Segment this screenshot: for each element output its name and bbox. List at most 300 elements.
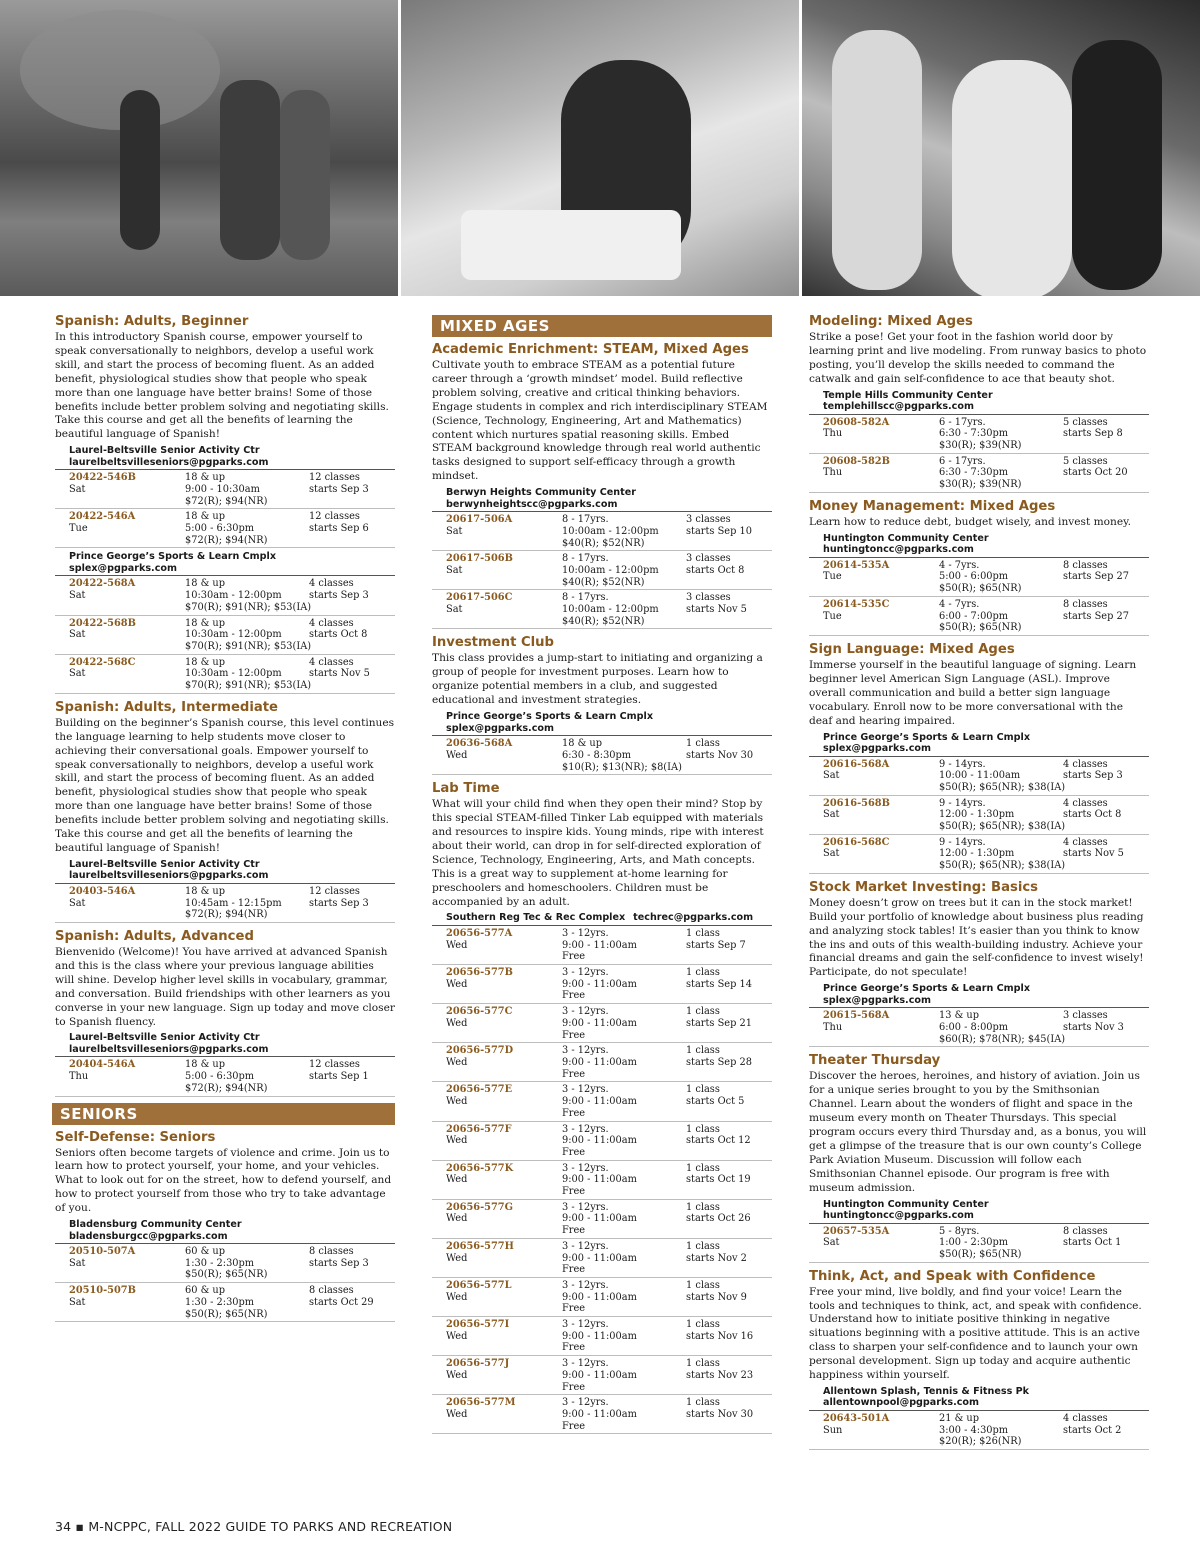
session-fee: Free — [562, 1303, 586, 1315]
session-count: 4 classes — [1063, 836, 1108, 848]
session-row — [432, 1004, 772, 1043]
session-fee: Free — [562, 1264, 586, 1276]
location-email[interactable]: splex@pgparks.com — [823, 743, 931, 754]
session-start: starts Oct 29 — [309, 1296, 374, 1308]
session-count: 1 class — [686, 1240, 720, 1252]
left-column — [55, 314, 395, 1322]
session-day: Wed — [446, 1213, 468, 1225]
session-fee: $50(R); $65(NR); $38(IA) — [939, 781, 1066, 793]
session-row — [809, 796, 1149, 835]
photo-children-dancing — [802, 0, 1200, 296]
location-header — [809, 390, 1149, 415]
session-code: 20656-577A — [446, 927, 513, 939]
location-name: Bladensburg Community Center — [69, 1219, 242, 1231]
session-day: Sat — [69, 629, 86, 641]
session-code: 20510-507B — [69, 1285, 136, 1297]
session-start: starts Nov 2 — [686, 1252, 747, 1264]
session-fee: $50(R); $65(NR); $38(IA) — [939, 821, 1066, 833]
session-fee: $50(R); $65(NR) — [939, 1248, 1022, 1260]
course-title: Theater Thursday — [809, 1053, 941, 1069]
session-time: 9:00 - 11:00am — [562, 1369, 637, 1381]
session-fee: $40(R); $52(NR) — [562, 576, 645, 588]
course-title: Sign Language: Mixed Ages — [809, 641, 1015, 657]
session-time: 10:30am - 12:00pm — [185, 668, 282, 680]
location-header — [55, 1032, 395, 1057]
session-count: 1 class — [686, 927, 720, 939]
session-row — [809, 1411, 1149, 1450]
session-day: Sat — [446, 525, 463, 537]
session-code: 20608-582A — [823, 416, 890, 428]
session-row — [432, 736, 772, 775]
location-name: Prince George’s Sports & Learn Cmplx — [823, 731, 1031, 743]
session-row — [432, 551, 772, 590]
location-header — [432, 711, 772, 736]
session-time: 9:00 - 11:00am — [562, 1252, 637, 1264]
session-count: 4 classes — [309, 617, 354, 629]
location-name: Prince George’s Sports & Learn Cmplx — [69, 551, 277, 563]
session-count: 1 class — [686, 1201, 720, 1213]
session-fee: $20(R); $26(NR) — [939, 1436, 1022, 1448]
session-row — [432, 1356, 772, 1395]
session-fee: Free — [562, 1029, 586, 1041]
session-code: 20656-577K — [446, 1162, 514, 1174]
session-count: 3 classes — [686, 514, 731, 526]
location-header — [809, 732, 1149, 757]
session-fee: $50(R); $65(NR) — [939, 583, 1022, 595]
session-start: starts Oct 2 — [1063, 1424, 1122, 1436]
session-time: 10:30am - 12:00pm — [185, 590, 282, 602]
session-time: 6:30 - 7:30pm — [939, 467, 1009, 479]
session-time: 12:00 - 1:30pm — [939, 809, 1015, 821]
session-start: starts Sep 8 — [1063, 428, 1123, 440]
location-email[interactable]: allentownpool@pgparks.com — [823, 1397, 980, 1409]
session-day: Wed — [446, 939, 468, 951]
session-fee: Free — [562, 1342, 586, 1354]
session-day: Tue — [823, 610, 842, 622]
session-row — [55, 884, 395, 923]
session-count: 1 class — [686, 1358, 720, 1370]
session-count: 5 classes — [1063, 455, 1108, 467]
session-day: Wed — [446, 1017, 468, 1029]
course-title: Academic Enrichment: STEAM, Mixed Ages — [432, 342, 749, 357]
session-code: 20617-506C — [446, 592, 513, 604]
location-header — [55, 551, 395, 576]
location-name: Laurel-Beltsville Senior Activity Ctr — [69, 858, 260, 870]
session-start: starts Nov 5 — [1063, 848, 1124, 860]
session-count: 8 classes — [309, 1285, 354, 1297]
session-row — [55, 576, 395, 615]
course-title: Spanish: Adults, Beginner — [55, 314, 249, 329]
session-day: Sat — [823, 770, 840, 782]
session-time: 9:00 - 11:00am — [562, 1408, 637, 1420]
session-code: 20656-577D — [446, 1045, 514, 1057]
location-header — [55, 445, 395, 470]
section-band-mixed-ages: MIXED AGES — [432, 315, 772, 337]
session-time: 9:00 - 11:00am — [562, 1330, 637, 1342]
session-day: Sat — [823, 809, 840, 821]
session-day: Wed — [446, 749, 468, 761]
session-time: 9:00 - 10:30am — [185, 483, 260, 495]
session-code: 20422-546B — [69, 472, 136, 484]
session-time: 10:30am - 12:00pm — [185, 629, 282, 641]
session-code: 20616-568B — [823, 797, 890, 809]
location-email[interactable]: berwynheightscc@pgparks.com — [446, 498, 618, 510]
session-time: 9:00 - 11:00am — [562, 1213, 637, 1225]
session-count: 1 class — [686, 1045, 720, 1057]
course-title: Self-Defense: Seniors — [55, 1129, 216, 1145]
session-ages: 3 - 12yrs. — [562, 1240, 609, 1252]
session-start: starts Oct 8 — [686, 564, 745, 576]
session-time: 10:45am - 12:15pm — [185, 897, 282, 909]
session-ages: 60 & up — [185, 1246, 225, 1258]
session-code: 20616-568A — [823, 758, 890, 770]
session-fee: $60(R); $78(NR); $45(IA) — [939, 1033, 1066, 1045]
session-row — [809, 454, 1149, 493]
session-row — [432, 1395, 772, 1434]
session-code: 20404-546A — [69, 1059, 136, 1071]
session-code: 20422-568B — [69, 617, 136, 629]
session-start: starts Sep 27 — [1063, 610, 1129, 622]
session-row — [55, 1057, 395, 1096]
session-start: starts Sep 3 — [309, 590, 369, 602]
session-fee: $72(R); $94(NR) — [185, 495, 268, 507]
session-fee: $72(R); $94(NR) — [185, 534, 268, 546]
location-name: Prince George’s Sports & Learn Cmplx — [446, 711, 654, 723]
session-code: 20614-535C — [823, 598, 890, 610]
session-fee: Free — [562, 1381, 586, 1393]
location-email[interactable]: laurelbeltsvilleseniors@pgparks.com — [69, 870, 269, 882]
course-description: Bienvenido (Welcome)! You have arrived at advanced Spanish and this is the class where your previous language abilities will shine. Develop higher level skills in vocabulary, grammar, and conversation. Build friendships with other learners as you converse in your new language. Sign up today and move closer to Spanish fluency. — [55, 945, 395, 1028]
session-row — [432, 1278, 772, 1317]
session-code: 20656-577I — [446, 1319, 510, 1331]
right-column — [809, 314, 1149, 1450]
session-day: Sat — [823, 848, 840, 860]
session-code: 20656-577F — [446, 1123, 512, 1135]
location-header — [809, 533, 1149, 558]
session-code: 20422-568A — [69, 578, 136, 590]
session-ages: 18 & up — [185, 656, 225, 668]
session-time: 9:00 - 11:00am — [562, 1135, 637, 1147]
session-row — [432, 1239, 772, 1278]
location-name: Berwyn Heights Community Center — [446, 487, 636, 499]
session-row — [55, 1283, 395, 1322]
session-code: 20656-577H — [446, 1240, 514, 1252]
session-day: Thu — [823, 467, 843, 479]
session-fee: $72(R); $94(NR) — [185, 1082, 268, 1094]
session-time: 9:00 - 11:00am — [562, 939, 637, 951]
session-fee: $50(R); $65(NR) — [939, 622, 1022, 634]
session-count: 4 classes — [309, 656, 354, 668]
session-ages: 18 & up — [185, 578, 225, 590]
session-ages: 3 - 12yrs. — [562, 1358, 609, 1370]
session-start: starts Nov 23 — [686, 1369, 754, 1381]
session-day: Sat — [446, 604, 463, 616]
session-ages: 8 - 17yrs. — [562, 553, 609, 565]
session-ages: 3 - 12yrs. — [562, 1397, 609, 1409]
location-name: Huntington Community Center — [823, 1198, 989, 1210]
session-time: 5:00 - 6:30pm — [185, 1071, 255, 1083]
session-time: 10:00am - 12:00pm — [562, 525, 659, 537]
session-start: starts Nov 5 — [686, 604, 747, 616]
session-time: 9:00 - 11:00am — [562, 1174, 637, 1186]
session-code: 20656-577L — [446, 1279, 512, 1291]
session-day: Sat — [69, 1257, 86, 1269]
session-code: 20656-577G — [446, 1201, 513, 1213]
session-ages: 18 & up — [185, 511, 225, 523]
session-row — [432, 590, 772, 629]
session-fee: Free — [562, 1225, 586, 1237]
session-ages: 3 - 12yrs. — [562, 1319, 609, 1331]
session-ages: 4 - 7yrs. — [939, 559, 980, 571]
session-day: Wed — [446, 1096, 468, 1108]
session-time: 6:00 - 8:00pm — [939, 1021, 1009, 1033]
session-time: 6:00 - 7:00pm — [939, 610, 1009, 622]
session-row — [432, 1317, 772, 1356]
course-description: Seniors often become targets of violence and crime. Join us to learn how to protect yourself, your home, and your vehicles. What to look out for on the street, how to defend yourself, and how to protect yourself from those who try to take advantage of you. — [55, 1146, 392, 1215]
session-row — [55, 1244, 395, 1283]
session-day: Sat — [69, 897, 86, 909]
session-time: 9:00 - 11:00am — [562, 1291, 637, 1303]
session-code: 20643-501A — [823, 1412, 890, 1424]
photo-child-drawing — [401, 0, 799, 296]
session-count: 8 classes — [309, 1246, 354, 1258]
session-count: 1 class — [686, 738, 720, 750]
session-start: starts Nov 9 — [686, 1291, 747, 1303]
session-start: starts Sep 3 — [309, 897, 369, 909]
session-count: 8 classes — [1063, 1225, 1108, 1237]
course-description: Cultivate youth to embrace STEAM as a potential future career through a ‘growth mindset’ model. Build reflective problem solving, creative and critical thinking behaviors. Engage students in complex and rich interdisciplinary STEAM (Science, Technology, Engineering, Art and Mathematics) content which nurtures spatial reasoning skills. Embed STEAM background knowledge through real world authentic tasks designed to support self-efficacy through a growth mindset. — [432, 359, 768, 483]
session-start: starts Oct 12 — [686, 1135, 751, 1147]
session-time: 9:00 - 11:00am — [562, 978, 637, 990]
session-code: 20403-546A — [69, 885, 136, 897]
session-time: 10:00 - 11:00am — [939, 770, 1021, 782]
session-day: Wed — [446, 1174, 468, 1186]
session-fee: Free — [562, 1068, 586, 1080]
session-fee: $10(R); $13(NR); $8(IA) — [562, 761, 682, 773]
session-start: starts Oct 20 — [1063, 467, 1128, 479]
location-name: Southern Reg Tec & Rec Complex — [446, 912, 626, 924]
course-description: Immerse yourself in the beautiful language of signing. Learn beginner level American Sign Language (ASL). Improve overall communication and build a better sign language vocabulary. Enroll now to be more conversational with the deaf and hearing impaired. — [809, 658, 1137, 727]
location-email[interactable]: splex@pgparks.com — [823, 994, 931, 1006]
location-email[interactable]: splex@pgparks.com — [69, 562, 177, 574]
session-count: 1 class — [686, 967, 720, 979]
session-row — [809, 558, 1149, 597]
session-ages: 13 & up — [939, 1010, 979, 1022]
session-ages: 9 - 14yrs. — [939, 836, 986, 848]
session-code: 20656-577E — [446, 1084, 513, 1096]
session-ages: 5 - 8yrs. — [939, 1225, 980, 1237]
session-row — [432, 1122, 772, 1161]
location-name: Allentown Splash, Tennis & Fitness Pk — [823, 1385, 1030, 1397]
session-fee: $50(R); $65(NR) — [185, 1308, 268, 1320]
course-description: Strike a pose! Get your foot in the fashion world door by learning print and live modeling. From runway basics to photo posting, you’ll develop the skills needed to command the catwalk and gain self-confidence to ace that beauty shot. — [809, 331, 1147, 385]
location-email[interactable]: bladensburgcc@pgparks.com — [69, 1230, 228, 1242]
session-day: Thu — [823, 428, 843, 440]
course-title: Stock Market Investing: Basics — [809, 879, 1039, 895]
session-code: 20510-507A — [69, 1246, 136, 1258]
session-fee: $72(R); $94(NR) — [185, 909, 268, 921]
session-start: starts Oct 26 — [686, 1213, 751, 1225]
session-time: 10:00am - 12:00pm — [562, 564, 659, 576]
session-fee: Free — [562, 1146, 586, 1158]
session-day: Wed — [446, 1135, 468, 1147]
location-name: Huntington Community Center — [823, 532, 989, 544]
session-ages: 18 & up — [562, 738, 602, 750]
session-code: 20636-568A — [446, 738, 513, 750]
location-email[interactable]: splex@pgparks.com — [446, 722, 554, 734]
location-header — [432, 912, 772, 926]
location-header — [432, 487, 772, 512]
location-email[interactable]: huntingtoncc@pgparks.com — [823, 1210, 974, 1222]
session-day: Sat — [823, 1237, 840, 1249]
location-email[interactable]: laurelbeltsvilleseniors@pgparks.com — [69, 456, 269, 468]
session-ages: 3 - 12yrs. — [562, 1123, 609, 1135]
session-start: starts Oct 19 — [686, 1174, 751, 1186]
session-count: 3 classes — [686, 553, 731, 565]
session-start: starts Sep 27 — [1063, 571, 1129, 583]
session-time: 6:30 - 8:30pm — [562, 749, 632, 761]
session-fee: $30(R); $39(NR) — [939, 440, 1022, 452]
session-fee: Free — [562, 990, 586, 1002]
session-start: starts Nov 3 — [1063, 1021, 1124, 1033]
session-code: 20656-577B — [446, 967, 513, 979]
session-count: 1 class — [686, 1084, 720, 1096]
session-count: 1 class — [686, 1123, 720, 1135]
session-row — [809, 757, 1149, 796]
session-time: 9:00 - 11:00am — [562, 1017, 637, 1029]
session-ages: 6 - 17yrs. — [939, 455, 986, 467]
session-fee: Free — [562, 1186, 586, 1198]
session-start: starts Sep 1 — [309, 1071, 369, 1083]
page-footer: 34 ▪ M-NCPPC, FALL 2022 GUIDE TO PARKS AND RECREATION — [55, 1519, 453, 1534]
labtime-session-list — [432, 926, 772, 1434]
session-row — [432, 926, 772, 965]
session-start: starts Sep 28 — [686, 1057, 752, 1068]
session-count: 1 class — [686, 1319, 720, 1331]
session-code: 20616-568C — [823, 836, 890, 848]
session-count: 1 class — [686, 1006, 720, 1018]
session-count: 3 classes — [1063, 1010, 1108, 1022]
location-email[interactable]: templehillscc@pgparks.com — [823, 401, 974, 413]
session-code: 20656-577J — [446, 1358, 510, 1370]
session-count: 1 class — [686, 1162, 720, 1174]
session-ages: 3 - 12yrs. — [562, 1045, 609, 1057]
location-header — [809, 1199, 1149, 1224]
course-description: Building on the beginner’s Spanish course, this level continues the language learning to help students move closer to achieving their conversational goals. Empower yourself to speak conversationally to neighbors, develop a useful work skill, and start the process of becoming fluent. As an added benefit, physiological studies show that people who speak more than one language have better brains! Some of those benefits include better problem solving and negotiating skills. Take this course and get all the benefits of learning the beautiful language of Spanish! — [55, 716, 395, 854]
course-description: Learn how to reduce debt, budget wisely, and invest money. — [809, 515, 1132, 528]
session-fee: $70(R); $91(NR); $53(IA) — [185, 680, 312, 692]
middle-column — [432, 314, 772, 1434]
session-ages: 60 & up — [185, 1285, 225, 1297]
session-row — [55, 509, 395, 548]
session-time: 12:00 - 1:30pm — [939, 848, 1015, 860]
location-email[interactable]: huntingtoncc@pgparks.com — [823, 544, 974, 556]
location-email[interactable]: laurelbeltsvilleseniors@pgparks.com — [69, 1043, 269, 1055]
session-day: Sat — [69, 1296, 86, 1308]
session-code: 20617-506A — [446, 514, 513, 526]
session-row — [809, 1008, 1149, 1047]
course-description: Free your mind, live boldly, and find your voice! Learn the tools and techniques to think, act, and speak with confidence. Understand how to initiate positive thinking in negative situations beginning with a positive attitude. This is an active class to sharpen your self-confidence and to launch your own personal development. Sign up today and acquire authentic happiness within yourself. — [809, 1285, 1142, 1382]
session-day: Wed — [446, 978, 468, 990]
session-day: Sat — [69, 668, 86, 680]
session-row — [432, 1200, 772, 1239]
location-name: Laurel-Beltsville Senior Activity Ctr — [69, 445, 260, 457]
course-title: Lab Time — [432, 781, 500, 797]
location-name: Laurel-Beltsville Senior Activity Ctr — [69, 1032, 260, 1044]
session-row — [809, 597, 1149, 636]
course-title: Spanish: Adults, Intermediate — [55, 699, 278, 715]
session-ages: 3 - 12yrs. — [562, 1084, 609, 1096]
session-start: starts Sep 14 — [686, 978, 752, 990]
session-fee: $70(R); $91(NR); $53(IA) — [185, 640, 312, 652]
course-title: Spanish: Adults, Advanced — [55, 928, 254, 944]
session-row — [809, 835, 1149, 874]
session-start: starts Oct 1 — [1063, 1237, 1122, 1249]
session-start: starts Oct 8 — [1063, 809, 1122, 821]
session-ages: 4 - 7yrs. — [939, 598, 980, 610]
course-title: Modeling: Mixed Ages — [809, 314, 973, 329]
session-day: Sat — [446, 564, 463, 576]
session-code: 20657-535A — [823, 1225, 890, 1237]
session-count: 4 classes — [1063, 797, 1108, 809]
session-row — [809, 415, 1149, 454]
session-time: 1:30 - 2:30pm — [185, 1296, 255, 1308]
session-fee: $30(R); $39(NR) — [939, 479, 1022, 491]
session-ages: 3 - 12yrs. — [562, 1279, 609, 1291]
session-day: Wed — [446, 1291, 468, 1303]
location-email[interactable]: techrec@pgparks.com — [633, 912, 754, 924]
session-ages: 18 & up — [185, 472, 225, 484]
course-description: Discover the heroes, heroines, and history of aviation. Join us for a unique series brought to you by the Smithsonian Channel. Learn about the wonders of flight and space in the museum every month on Theater Thursdays. This special program occurs every third Thursday and, as a bonus, you will get a glimpse of the treasure that is our own county’s College Park Aviation Museum. Discussion will follow each Smithsonian Channel episode. Our program is free with museum admission. — [809, 1070, 1147, 1194]
session-day: Wed — [446, 1408, 468, 1420]
location-header — [55, 1219, 395, 1244]
session-time: 5:00 - 6:00pm — [939, 571, 1009, 583]
session-time: 1:00 - 2:30pm — [939, 1237, 1009, 1249]
session-fee: Free — [562, 951, 586, 963]
session-ages: 18 & up — [185, 885, 225, 897]
session-day: Sun — [823, 1424, 843, 1436]
session-time: 9:00 - 11:00am — [562, 1096, 637, 1108]
session-row — [432, 1161, 772, 1200]
session-day: Thu — [823, 1021, 843, 1033]
photo-outdoor-exercise — [0, 0, 398, 296]
session-time: 3:00 - 4:30pm — [939, 1424, 1009, 1436]
session-count: 3 classes — [686, 592, 731, 604]
session-code: 20422-568C — [69, 656, 136, 668]
session-day: Thu — [69, 1071, 89, 1083]
session-time: 10:00am - 12:00pm — [562, 604, 659, 616]
session-start: starts Sep 6 — [309, 523, 369, 535]
session-ages: 6 - 17yrs. — [939, 416, 986, 428]
session-time: 5:00 - 6:30pm — [185, 523, 255, 535]
session-start: starts Sep 3 — [309, 483, 369, 495]
session-ages: 3 - 12yrs. — [562, 927, 609, 939]
session-start: starts Sep 3 — [1063, 770, 1123, 782]
session-count: 1 class — [686, 1279, 720, 1291]
session-start: starts Sep 7 — [686, 939, 746, 951]
location-name: Temple Hills Community Center — [823, 389, 993, 401]
session-ages: 18 & up — [185, 617, 225, 629]
session-time: 1:30 - 2:30pm — [185, 1257, 255, 1269]
session-time: 9:00 - 11:00am — [562, 1057, 637, 1068]
course-description: This class provides a jump-start to initiating and organizing a group of people for investment purposes. Learn how to organize potential members in a club, and suggested educational and investment strategies. — [432, 652, 763, 707]
session-row — [55, 470, 395, 509]
session-count: 12 classes — [309, 885, 360, 897]
session-count: 4 classes — [1063, 1412, 1108, 1424]
session-ages: 8 - 17yrs. — [562, 592, 609, 604]
session-code: 20656-577M — [446, 1397, 516, 1409]
session-count: 12 classes — [309, 1059, 360, 1071]
